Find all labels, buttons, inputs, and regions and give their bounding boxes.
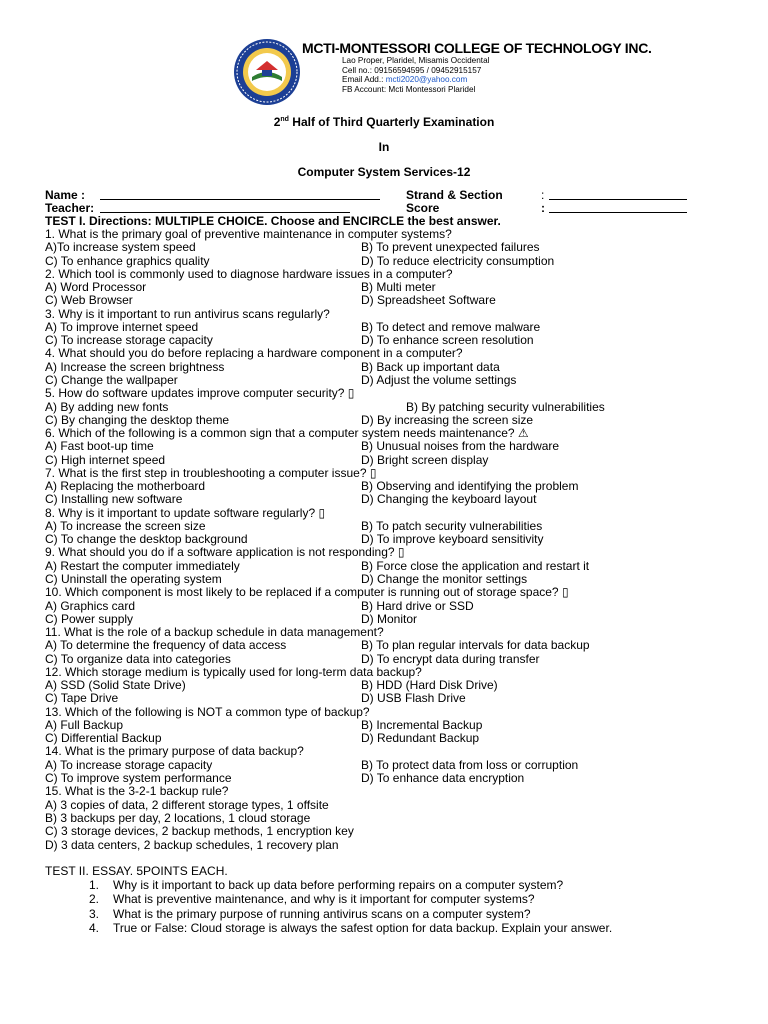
question-11-option-a[interactable]: A) To determine the frequency of data access [45,638,287,653]
question-15: 15. What is the 3-2-1 backup rule? [45,784,229,798]
strand-colon: : [541,188,545,202]
question-11-option-b[interactable]: B) To plan regular intervals for data backup [361,638,590,653]
question-8-option-c[interactable]: C) To change the desktop background [45,532,248,547]
question-10: 10. Which component is most likely to be replaced if a computer is running out of storage space? ▯ [45,585,569,600]
name-label: Name : [45,188,86,202]
question-11-option-d[interactable]: D) To encrypt data during transfer [361,651,540,666]
question-9-option-c[interactable]: C) Uninstall the operating system [45,572,222,586]
strand-field[interactable] [549,189,687,200]
question-8-option-a[interactable]: A) To increase the screen size [45,518,206,533]
question-5-option-c[interactable]: C) By changing the desktop theme [45,412,230,427]
question-1-option-b[interactable]: B) To prevent unexpected failures [361,240,540,255]
question-9-option-b[interactable]: B) Force close the application and restart it [361,558,590,573]
question-15-option-c[interactable]: C) 3 storage devices, 2 backup methods, 1 encryption key [45,824,354,838]
question-14-option-a[interactable]: A) To increase storage capacity [45,757,213,772]
question-6: 6. Which of the following is a common sign that a computer system needs maintenance? ⚠ [45,426,529,440]
teacher-label: Teacher: [45,201,95,215]
question-12-option-b[interactable]: B) HDD (Hard Disk Drive) [361,678,498,693]
essay-item: 4. True or False: Cloud storage is always the safest option for data backup. Explain your answer. [89,920,613,935]
question-1: 1. What is the primary goal of preventive maintenance in computer systems? [45,227,452,241]
question-9: 9. What should you do if a software application is not responding? ▯ [45,545,405,560]
question-15-option-d[interactable]: D) 3 data centers, 2 backup schedules, 1 recovery plan [45,838,339,852]
school-header [302,40,652,94]
question-5: 5. How do software updates improve computer security? ▯ [45,386,355,401]
question-7-option-b[interactable]: B) Observing and identifying the problem [361,479,579,494]
exam-title: 2nd Half of Third Quarterly Examination [273,115,495,129]
question-12-option-d[interactable]: D) USB Flash Drive [361,691,466,706]
question-15-option-b[interactable]: B) 3 backups per day, 2 locations, 1 cloud storage [45,811,311,825]
question-13-option-d[interactable]: D) Redundant Backup [361,731,480,746]
school-email: Email Add.: mcti2020@yahoo.com [342,75,468,85]
email-link[interactable]: mcti2020@yahoo.com [385,75,468,85]
question-8-option-b[interactable]: B) To patch security vulnerabilities [361,518,543,533]
question-7-option-a[interactable]: A) Replacing the motherboard [45,479,206,494]
essay-item: 2. What is preventive maintenance, and why is it important for computer systems? [89,892,535,907]
score-label: Score [406,201,440,215]
question-1-option-a[interactable]: A)To increase system speed [45,240,196,255]
question-6-option-b[interactable]: B) Unusual noises from the hardware [361,439,560,454]
question-6-option-c[interactable]: C) High internet speed [45,452,166,467]
question-4: 4. What should you do before replacing a hardware component in a computer? [45,346,463,361]
question-13: 13. Which of the following is NOT a common type of backup? [45,704,370,719]
question-14-option-c[interactable]: C) To improve system performance [45,771,232,785]
score-colon: : [541,201,545,215]
question-4-option-a[interactable]: A) Increase the screen brightness [45,359,225,374]
essay-item: 3. What is the primary purpose of running antivirus scans on a computer system? [89,906,531,921]
question-2-option-c[interactable]: C) Web Browser [45,293,133,308]
school-address: Lao Proper, Plaridel, Misamis Occidental [342,56,490,65]
question-5-option-b[interactable]: B) By patching security vulnerabilities [406,399,605,414]
question-2-option-d[interactable]: D) Spreadsheet Software [361,293,496,308]
question-14: 14. What is the primary purpose of data backup? [45,744,304,759]
question-2: 2. Which tool is commonly used to diagnose hardware issues in a computer? [45,266,453,281]
score-field[interactable] [549,202,687,213]
question-10-option-b[interactable]: B) Hard drive or SSD [361,598,474,613]
question-4-option-d[interactable]: D) Adjust the volume settings [361,373,517,387]
question-2-option-a[interactable]: A) Word Processor [45,280,147,295]
question-1-option-c[interactable]: C) To enhance graphics quality [45,253,210,268]
question-4-option-c[interactable]: C) Change the wallpaper [45,373,178,387]
question-8: 8. Why is it important to update software regularly? ▯ [45,505,326,520]
question-7-option-c[interactable]: C) Installing new software [45,492,183,507]
question-13-option-c[interactable]: C) Differential Backup [45,731,162,746]
question-3-option-d[interactable]: D) To enhance screen resolution [361,333,534,348]
question-12-option-a[interactable]: A) SSD (Solid State Drive) [45,678,186,693]
question-12: 12. Which storage medium is typically used for long-term data backup? [45,664,422,679]
question-6-option-d[interactable]: D) Bright screen display [361,452,489,467]
question-12-option-c[interactable]: C) Tape Drive [45,691,119,706]
question-7-option-d[interactable]: D) Changing the keyboard layout [361,492,537,507]
test2-heading: TEST II. ESSAY. 5POINTS EACH. [45,864,228,878]
school-name: MCTI-MONTESSORI COLLEGE OF TECHNOLOGY INC. [302,40,652,56]
question-3: 3. Why is it important to run antivirus scans regularly? [45,306,330,321]
teacher-field[interactable] [100,202,350,213]
question-4-option-b[interactable]: B) Back up important data [361,359,500,374]
question-6-option-a[interactable]: A) Fast boot-up time [45,439,154,454]
question-5-option-a[interactable]: A) By adding new fonts [45,399,169,414]
question-15-option-a[interactable]: A) 3 copies of data, 2 different storage types, 1 offsite [45,798,329,812]
question-2-option-b[interactable]: B) Multi meter [361,280,436,295]
question-5-option-d[interactable]: D) By increasing the screen size [361,412,534,427]
question-3-option-c[interactable]: C) To increase storage capacity [45,333,213,348]
question-9-option-a[interactable]: A) Restart the computer immediately [45,558,240,573]
question-10-option-c[interactable]: C) Power supply [45,611,134,626]
question-9-option-d[interactable]: D) Change the monitor settings [361,572,528,586]
question-13-option-b[interactable]: B) Incremental Backup [361,717,483,732]
question-11-option-c[interactable]: C) To organize data into categories [45,651,231,666]
test1-directions: TEST I. Directions: MULTIPLE CHOICE. Choose and ENCIRCLE the best answer. [45,214,501,228]
school-logo [232,37,302,107]
question-10-option-d[interactable]: D) Monitor [361,611,418,626]
school-fb: FB Account: Mcti Montessori Plaridel [342,84,476,94]
question-14-option-d[interactable]: D) To enhance data encryption [361,771,525,785]
question-13-option-a[interactable]: A) Full Backup [45,717,124,732]
question-3-option-b[interactable]: B) To detect and remove malware [361,319,541,334]
essay-list [89,878,612,935]
question-10-option-a[interactable]: A) Graphics card [45,598,136,613]
strand-label: Strand & Section [406,188,503,202]
question-3-option-a[interactable]: A) To improve internet speed [45,319,199,334]
exam-in: In [378,140,390,154]
question-14-option-b[interactable]: B) To protect data from loss or corruption [361,757,579,772]
question-7: 7. What is the first step in troubleshooting a computer issue? ▯ [45,465,377,480]
question-8-option-d[interactable]: D) To improve keyboard sensitivity [361,532,544,547]
name-field[interactable] [100,189,380,200]
school-cell: Cell no.: 09156594595 / 09452915157 [342,65,482,75]
exam-subject: Computer System Services-12 [297,165,471,179]
question-1-option-d[interactable]: D) To reduce electricity consumption [361,253,555,268]
question-11: 11. What is the role of a backup schedule in data management? [45,625,384,639]
essay-item: 1. Why is it important to back up data before performing repairs on a computer system? [89,878,564,892]
